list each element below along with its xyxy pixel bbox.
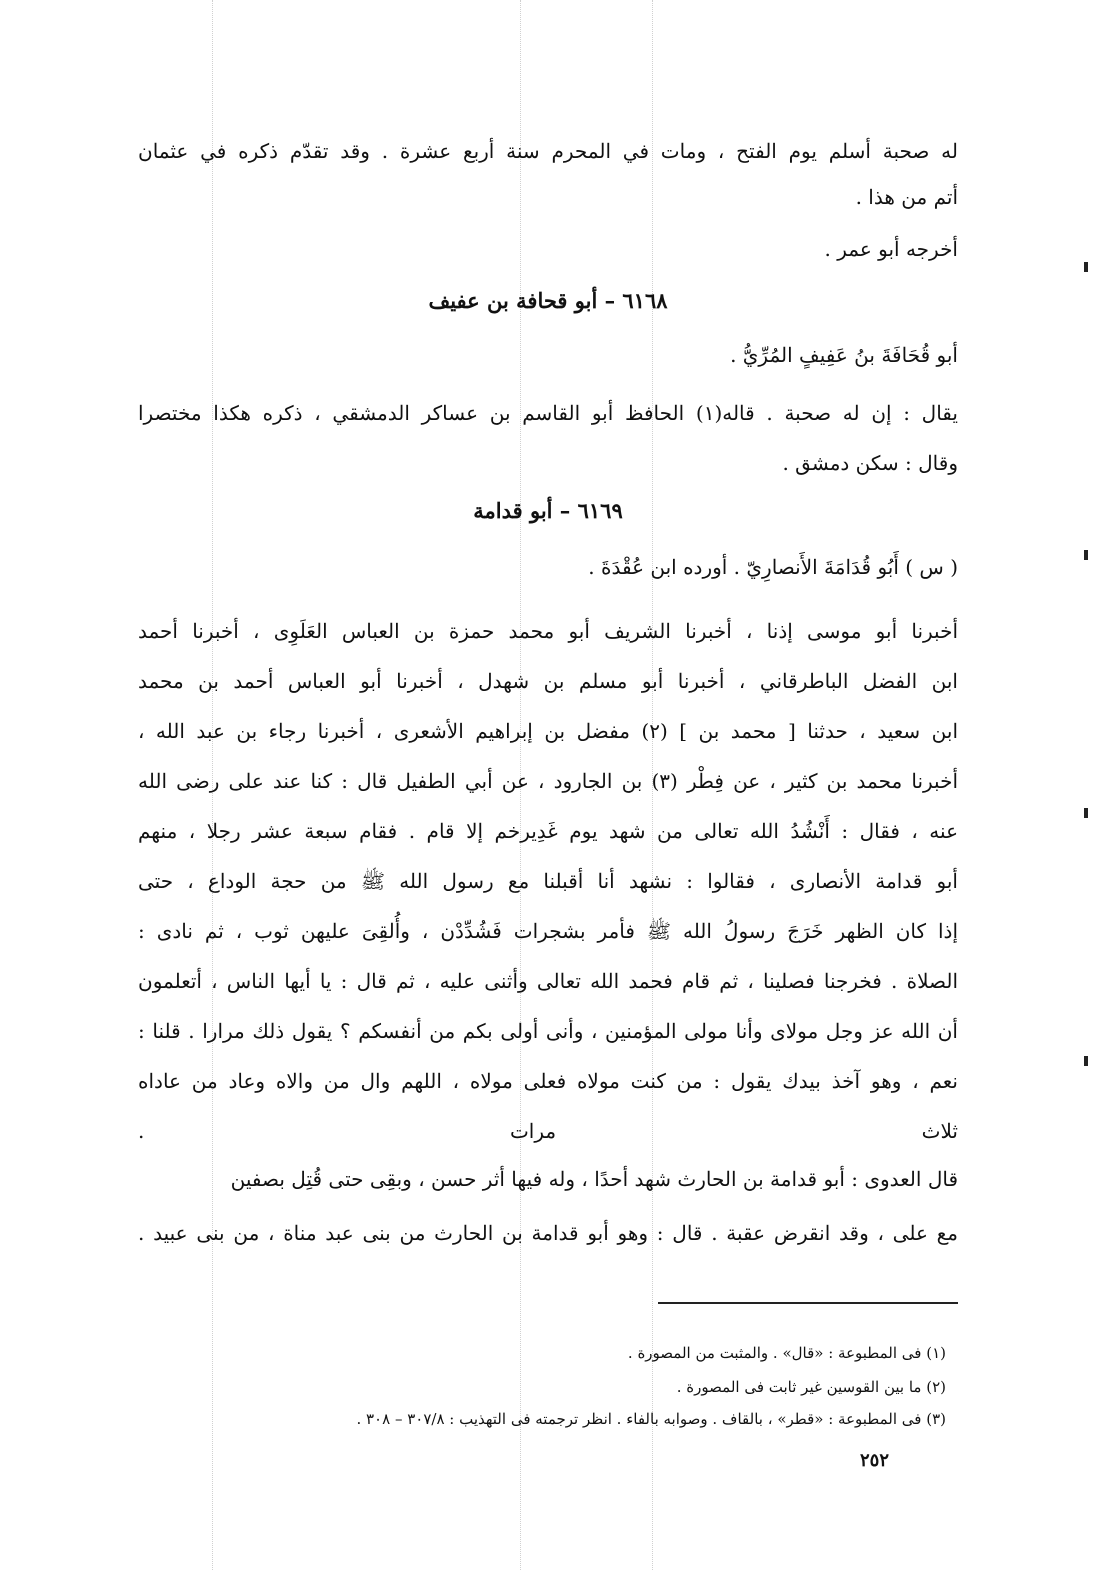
body-line: إذا كان الظهر خَرَجَ رسولُ الله ﷺ فأمر بشجرات فَشُدِّدْن ، وأُلقِىَ عليهن ثوب ، ثم نادى :: [138, 919, 959, 943]
body-line: أن الله عز وجل مولاى وأنا مولى المؤمنين ، وأنى أولى بكم من أنفسكم ؟ يقول ذلك مرارا . قلنا :: [138, 1019, 958, 1043]
body-line: ابن سعيد ، حدثنا [ محمد بن ] (٢) مفضل بن إبراهيم الأشعرى ، أخبرنا رجاء بن عبد الله ،: [138, 719, 959, 743]
body-line: ثلاث مرات .: [138, 1119, 958, 1143]
body-line: قال العدوى : أبو قدامة بن الحارث شهد أحدًا ، وله فيها أثر حسن ، وبقِى حتى قُتِل بصفين: [230, 1167, 958, 1191]
body-line: يقال : إن له صحبة . قاله(١) الحافظ أبو القاسم بن عساكر الدمشقي ، ذكره هكذا مختصرا: [138, 401, 958, 425]
body-line: نعم ، وهو آخذ بيدك يقول : من كنت مولاه فعلى مولاه ، اللهم وال من والاه وعاد من عاداه: [138, 1069, 959, 1093]
entry-heading: ٦١٦٩ – أبو قدامة: [473, 498, 623, 523]
body-line: أبو قُحَافَةَ بنُ عَفِيفٍ المُرِّيُّ .: [730, 343, 958, 367]
margin-mark: [1084, 1056, 1088, 1066]
body-line: أبو قدامة الأنصارى ، فقالوا : نشهد أنا أقبلنا مع رسول الله ﷺ من حجة الوداع ، حتى: [138, 869, 958, 893]
body-line: أتم من هذا .: [855, 185, 958, 209]
margin-mark: [1084, 550, 1088, 560]
body-line: أخبرنا محمد بن كثير ، عن فِطْر (٣) بن الجارود ، عن أبي الطفيل قال : كنا عند على رضى الله: [138, 769, 958, 793]
body-line: له صحبة أسلم يوم الفتح ، ومات في المحرم سنة أربع عشرة . وقد تقدّم ذكره في عثمان: [138, 139, 959, 163]
entry-heading: ٦١٦٨ – أبو قحافة بن عفيف: [428, 288, 668, 313]
footnote: (٣) فى المطبوعة : «قطر» ، بالقاف . وصوابه بالفاء . انظر ترجمته فى التهذيب : ٣٠٧/٨ – ٣٠٨ .: [356, 1410, 946, 1428]
body-line: أخبرنا أبو موسى إذنا ، أخبرنا الشريف أبو محمد حمزة بن العباس العَلَوِى ، أخبرنا أحمد: [138, 619, 958, 643]
body-line: عنه ، فقال : أَنْشُدُ الله تعالى من شهد يوم غَدِيرخم إلا قام . فقام سبعة عشر رجلا ، منهم: [138, 819, 958, 843]
body-line: ( س ) أَبُو قُدَامَةَ الأَنصارِيّ . أورده ابن عُقْدَةَ .: [588, 555, 958, 579]
footnote-divider: [658, 1302, 958, 1304]
footnote: (١) فى المطبوعة : «قال» . والمثبت من المصورة .: [627, 1344, 946, 1362]
body-line: ابن الفضل الباطرقاني ، أخبرنا أبو مسلم بن شهدل ، أخبرنا أبو العباس أحمد بن محمد: [138, 669, 958, 693]
footnote: (٢) ما بين القوسين غير ثابت فى المصورة .: [676, 1378, 946, 1396]
body-line: وقال : سكن دمشق .: [782, 451, 958, 475]
body-line: الصلاة . فخرجنا فصلينا ، ثم قام فحمد الله تعالى وأثنى عليه ، ثم قال : يا أيها الناس ، أتعلمون: [138, 969, 958, 993]
margin-mark: [1084, 262, 1088, 272]
body-line: مع على ، وقد انقرض عقبة . قال : وهو أبو قدامة بن الحارث من بنى عبد مناة ، من بنى عبيد .: [138, 1221, 959, 1245]
margin-mark: [1084, 808, 1088, 818]
body-line: أخرجه أبو عمر .: [824, 237, 958, 261]
page-number: ٢٥٢: [860, 1450, 890, 1471]
